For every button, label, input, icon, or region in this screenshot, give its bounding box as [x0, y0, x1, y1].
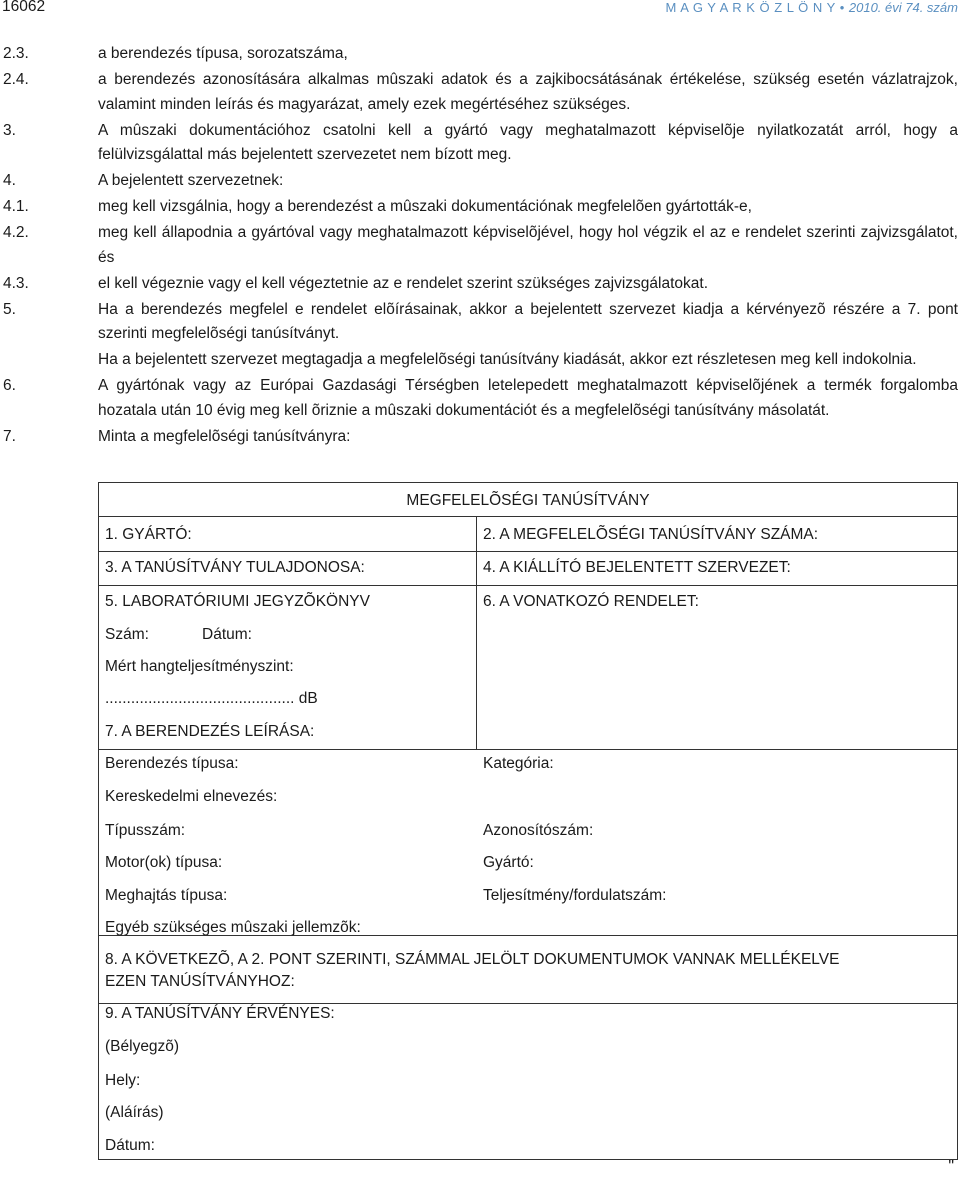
item-2-4 — [3, 68, 958, 117]
field-trade-name: Kereskedelmi elnevezés: — [105, 788, 278, 805]
item-number: 7. — [3, 427, 16, 445]
field-regulation: 6. A VONATKOZÓ RENDELET: — [483, 593, 699, 610]
field-measured-level: Mért hangteljesítményszint: — [105, 658, 294, 675]
item-text: A bejelentett szervezetnek: — [98, 172, 284, 189]
certificate-title: MEGFELELÕSÉGI TANÚSÍTVÁNY — [406, 492, 650, 509]
field-report-date: Dátum: — [202, 626, 252, 643]
divider — [99, 516, 957, 517]
item-4-3 — [3, 272, 958, 297]
field-issuing-body: 4. A KIÁLLÍTÓ BEJELENTETT SZERVEZET: — [483, 559, 791, 576]
field-drive-type: Meghajtás típusa: — [105, 887, 228, 904]
item-6 — [3, 374, 958, 423]
field-manufacturer: 1. GYÁRTÓ: — [105, 526, 192, 543]
field-certificate-number: 2. A MEGFELELÕSÉGI TANÚSÍTVÁNY SZÁMA: — [483, 526, 819, 543]
item-7 — [3, 425, 958, 450]
item-text: A mûszaki dokumentációhoz csatolni kell a gyártó vagy meghatalmazott képviselõje nyilatkozatát arról, hogy a felülvizsgálattal más bejelentett szervezetet nem bízott meg. — [98, 121, 958, 163]
field-category: Kategória: — [483, 755, 554, 772]
item-text: Ha a berendezés megfelel e rendelet elõírásainak, akkor a bejelentett szervezet kiadja a kérvényezõ részére a 7. pont szerinti megfelelõségi tanúsítványt. — [98, 300, 958, 342]
issue-number: 2010. évi 74. szám — [848, 0, 958, 15]
field-date: Dátum: — [105, 1137, 155, 1154]
item-text: Ha a bejelentett szervezet megtagadja a megfelelõségi tanúsítvány kiadását, akkor ezt részletesen meg kell indokolnia. — [98, 351, 917, 368]
field-equipment-type: Berendezés típusa: — [105, 755, 239, 772]
divider — [99, 585, 957, 586]
item-number: 4.1. — [3, 198, 29, 215]
field-type-number: Típusszám: — [105, 822, 186, 839]
item-text: a berendezés típusa, sorozatszáma, — [98, 45, 348, 62]
field-description-heading: 7. A BERENDEZÉS LEÍRÁSA: — [105, 723, 315, 740]
field-engine-manufacturer: Gyártó: — [483, 854, 534, 871]
item-number: 3. — [3, 121, 16, 139]
item-text: meg kell állapodnia a gyártóval vagy meghatalmazott képviselõjével, hogy hol végzik el az e rendelet szerinti zajvizsgálatot, és — [98, 224, 958, 266]
item-number: 2.4. — [3, 71, 29, 88]
item-4-1 — [3, 195, 958, 220]
journal-title: M A G Y A R K Ö Z L Ö N Y — [665, 0, 836, 15]
field-signature: (Aláírás) — [105, 1104, 164, 1121]
field-db-value: ............................................ dB — [105, 690, 318, 707]
field-other-characteristics: Egyéb szükséges mûszaki jellemzõk: — [105, 919, 361, 936]
field-report-number: Szám: — [105, 626, 149, 643]
item-text: meg kell vizsgálnia, hogy a berendezést a mûszaki dokumentációnak megfelelõen gyártották-e, — [98, 198, 752, 215]
item-text: A gyártónak vagy az Európai Gazdasági Térségben letelepedett meghatalmazott képviselõjének a termék forgalomba hozatala után 10 évig meg kell õriznie a mûszaki dokumentációt és a megfelelõségi tanúsítvány másolatát. — [98, 377, 958, 419]
item-5 — [3, 298, 958, 347]
certificate-form — [98, 482, 958, 1160]
field-power-speed: Teljesítmény/fordulatszám: — [483, 887, 667, 904]
divider — [99, 551, 957, 552]
item-text: Minta a megfelelõségi tanúsítványra: — [98, 427, 351, 445]
bullet: • — [839, 0, 845, 15]
item-number: 4.2. — [3, 224, 29, 241]
closing-quote-mark: " — [948, 1158, 954, 1175]
item-number: 4.3. — [3, 274, 29, 292]
item-number — [3, 348, 98, 373]
field-attached-documents: 8. A KÖVETKEZÕ, A 2. PONT SZERINTI, SZÁMMAL JELÖLT DOKUMENTUMOK VANNAK MELLÉKELVE EZEN TANÚSÍTVÁNYHOZ: — [105, 951, 840, 990]
field-engine-type: Motor(ok) típusa: — [105, 854, 223, 871]
item-number: 2.3. — [3, 45, 29, 62]
page-number: 16062 — [2, 0, 46, 15]
field-stamp: (Bélyegzõ) — [105, 1038, 180, 1055]
item-2-3 — [3, 42, 958, 67]
item-3 — [3, 119, 958, 168]
column-divider — [476, 516, 477, 749]
field-holder: 3. A TANÚSÍTVÁNY TULAJDONOSA: — [105, 559, 365, 576]
field-place: Hely: — [105, 1072, 141, 1089]
item-text: a berendezés azonosítására alkalmas mûszaki adatok és a zajkibocsátásának értékelése, szükség esetén vázlatrajzok, valamint minden leírás és magyarázat, amely ezek megértéséhez szükséges. — [98, 71, 958, 113]
item-4 — [3, 169, 958, 194]
item-number: 4. — [3, 172, 16, 189]
item-4-2 — [3, 221, 958, 270]
running-head — [666, 0, 958, 15]
field-identification-number: Azonosítószám: — [483, 822, 594, 839]
item-number: 5. — [3, 300, 16, 318]
item-5-continued — [3, 348, 958, 373]
numbered-items — [3, 42, 958, 451]
page-header — [0, 0, 960, 20]
divider — [99, 749, 957, 750]
item-number: 6. — [3, 377, 16, 394]
item-text: el kell végeznie vagy el kell végeztetnie az e rendelet szerint szükséges zajvizsgálatokat. — [98, 274, 708, 292]
field-validity: 9. A TANÚSÍTVÁNY ÉRVÉNYES: — [105, 1005, 335, 1022]
field-lab-report: 5. LABORATÓRIUMI JEGYZÕKÖNYV — [105, 593, 370, 610]
